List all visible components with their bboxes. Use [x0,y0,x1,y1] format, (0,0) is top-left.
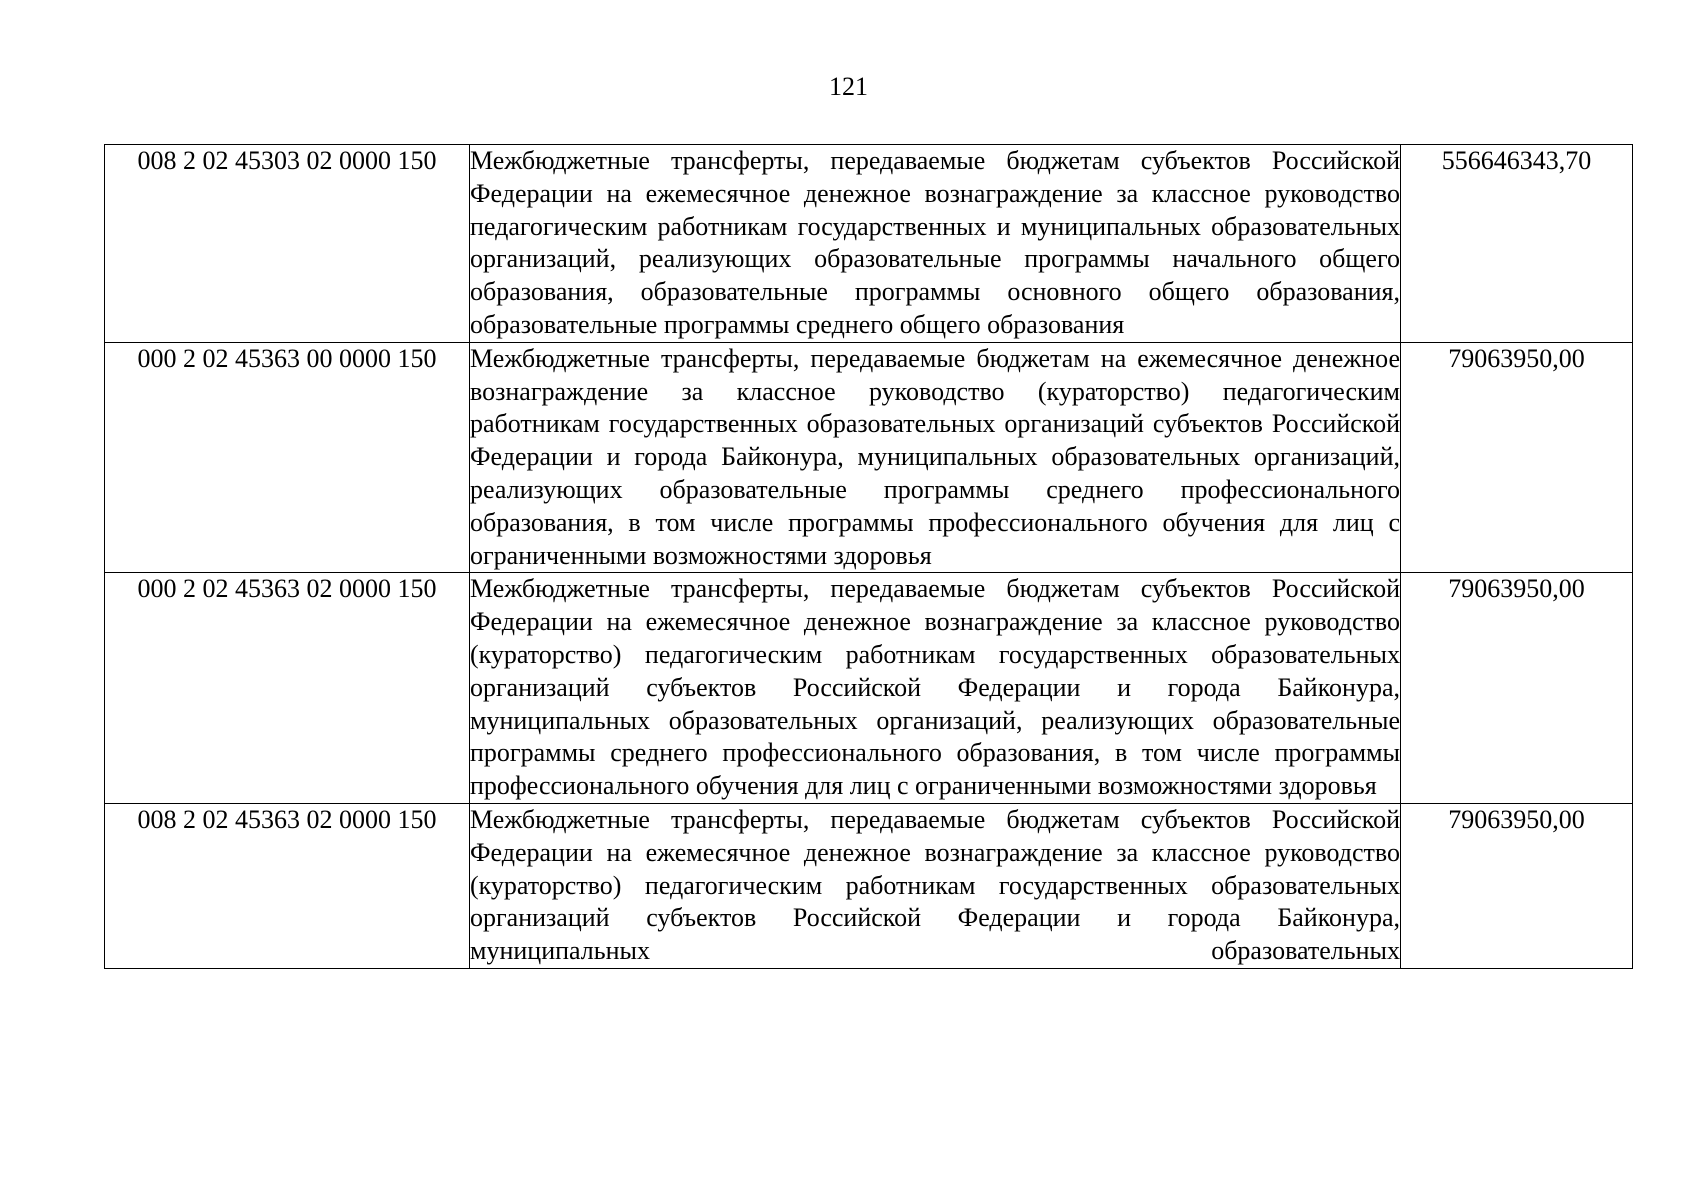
budget-classification-code: 000 2 02 45363 00 0000 150 [105,342,470,573]
amount-value: 79063950,00 [1401,342,1633,573]
budget-table-body [105,145,1633,969]
budget-table [104,144,1633,969]
table-row [105,803,1633,968]
table-row [105,342,1633,573]
budget-classification-code: 008 2 02 45303 02 0000 150 [105,145,470,343]
revenue-description: Межбюджетные трансферты, передаваемые бюджетам субъектов Российской Федерации на ежемесячное денежное вознаграждение за классное руководство педагогическим работникам государственных и муниципальных образовательных организаций, реализующих образовательные программы начального общего образования, образовательные программы основного общего образования, образовательные программы среднего общего образования [470,145,1401,343]
amount-value: 556646343,70 [1401,145,1633,343]
table-row [105,573,1633,804]
revenue-description: Межбюджетные трансферты, передаваемые бюджетам субъектов Российской Федерации на ежемесячное денежное вознаграждение за классное руководство (кураторство) педагогическим работникам государственных образовательных организаций субъектов Российской Федерации и города Байконура, муниципальных образовательных [470,803,1401,968]
revenue-description: Межбюджетные трансферты, передаваемые бюджетам на ежемесячное денежное вознаграждение за классное руководство (кураторство) педагогическим работникам государственных образовательных организаций субъектов Российской Федерации и города Байконура, муниципальных образовательных организаций, реализующих образовательные программы среднего профессионального образования, в том числе программы профессионального обучения для лиц с ограниченными возможностями здоровья [470,342,1401,573]
amount-value: 79063950,00 [1401,573,1633,804]
page-number: 121 [829,72,868,101]
budget-classification-code: 000 2 02 45363 02 0000 150 [105,573,470,804]
revenue-description: Межбюджетные трансферты, передаваемые бюджетам субъектов Российской Федерации на ежемесячное денежное вознаграждение за классное руководство (кураторство) педагогическим работникам государственных образовательных организаций субъектов Российской Федерации и города Байконура, муниципальных образовательных организаций, реализующих образовательные программы среднего профессионального образования, в том числе программы профессионального обучения для лиц с ограниченными возможностями здоровья [470,573,1401,804]
budget-classification-code: 008 2 02 45363 02 0000 150 [105,803,470,968]
amount-value: 79063950,00 [1401,803,1633,968]
table-row [105,145,1633,343]
